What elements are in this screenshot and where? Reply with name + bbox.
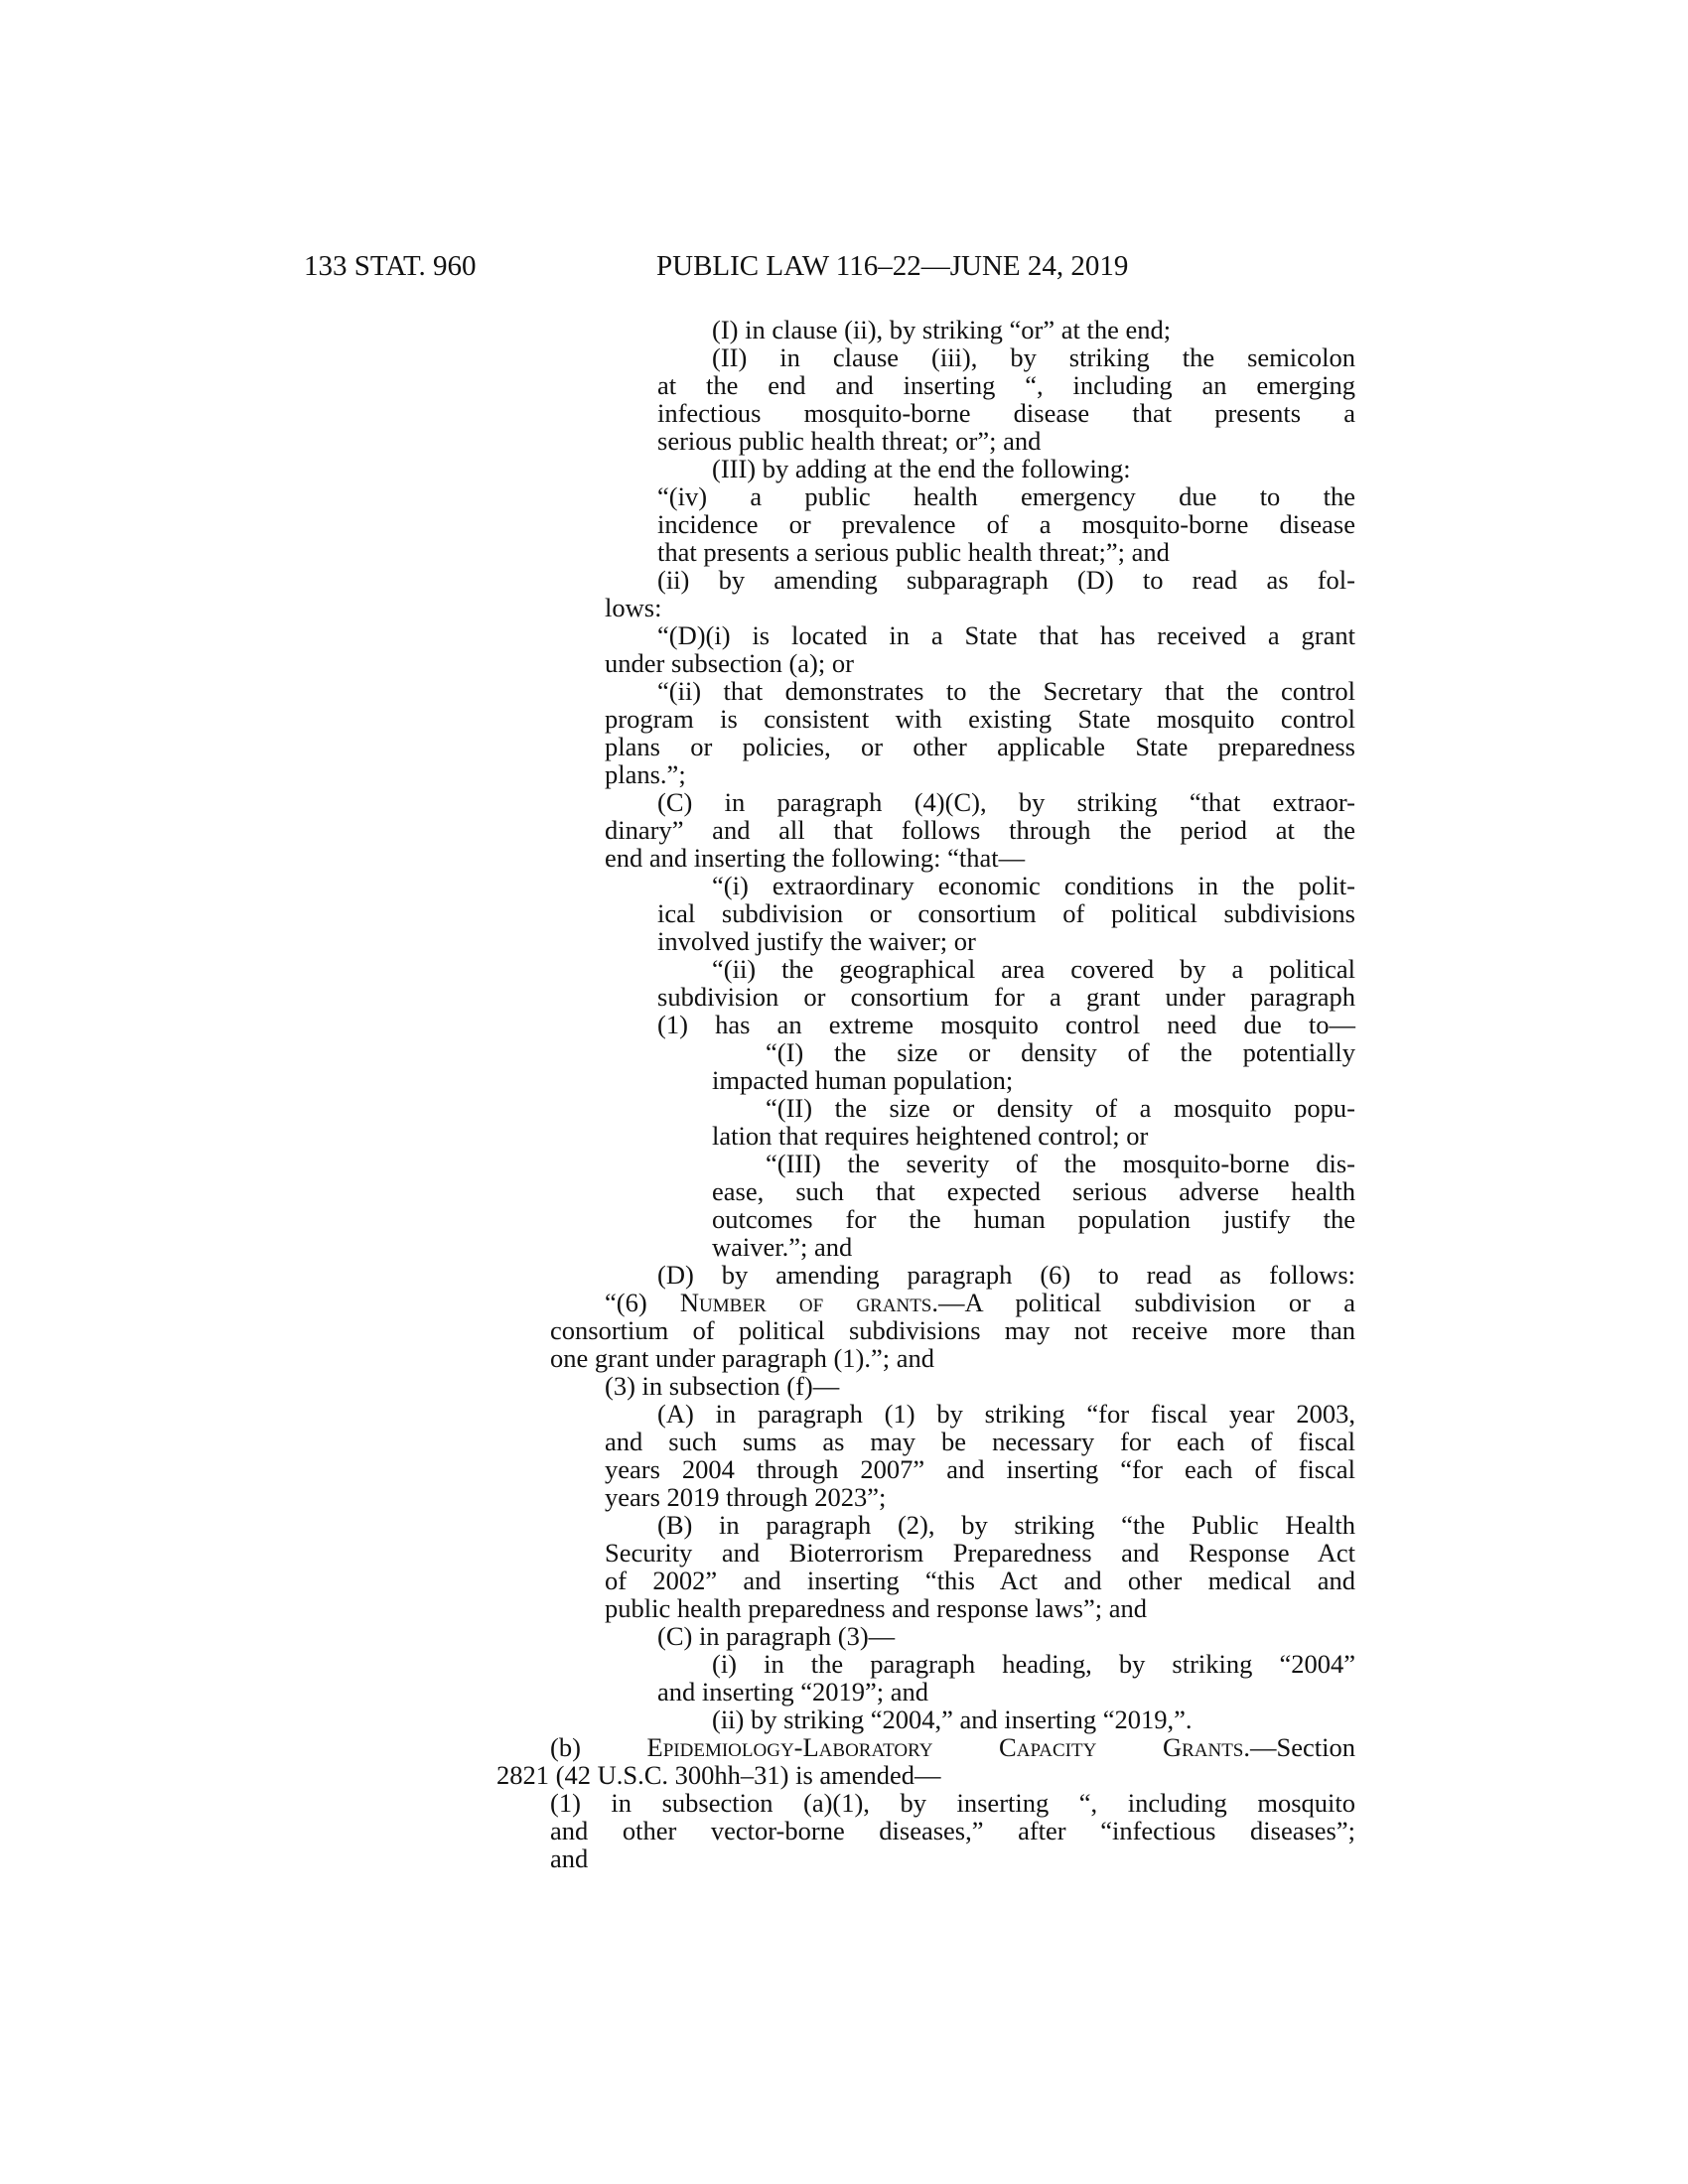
quote-number-prefix: “(6) <box>605 1288 680 1317</box>
text-line: end and inserting the following: “that— <box>605 843 1026 873</box>
text-line: consortium of political subdivisions may not receive more than <box>550 1315 1355 1345</box>
text-line: “(ii) the geographical area covered by a political <box>712 954 1355 984</box>
body-text <box>0 316 1688 1904</box>
text-line: 2821 (42 U.S.C. 300hh–31) is amended— <box>496 1760 941 1790</box>
text-line: (I) in clause (ii), by striking “or” at the end; <box>712 315 1172 344</box>
text-line: (i) in the paragraph heading, by striking “2004” <box>712 1649 1355 1679</box>
text-line: of 2002” and inserting “this Act and other medical and <box>605 1566 1355 1595</box>
section-heading-number-of-grants: Number of grants <box>679 1288 932 1317</box>
text-line: incidence or prevalence of a mosquito-borne disease <box>657 509 1355 539</box>
text-line: “(D)(i) is located in a State that has received a grant <box>657 620 1355 650</box>
text-line: one grant under paragraph (1).”; and <box>550 1343 935 1373</box>
text-line: ical subdivision or consortium of political subdivisions <box>657 898 1355 928</box>
text-line: Security and Bioterrorism Preparedness and Response Act <box>605 1538 1355 1568</box>
text-line: and other vector-borne diseases,” after “infectious diseases”; <box>550 1816 1355 1845</box>
text-line: “(I) the size or density of the potentially <box>766 1037 1355 1067</box>
text-line: program is consistent with existing State mosquito control <box>605 704 1355 734</box>
text-line: (ii) by striking “2004,” and inserting “2019,”. <box>712 1705 1193 1734</box>
text-line: involved justify the waiver; or <box>657 926 976 956</box>
text-line: public health preparedness and response laws”; and <box>605 1593 1148 1623</box>
text-line: and <box>550 1843 589 1873</box>
text-line: “(II) the size or density of a mosquito popu- <box>766 1093 1355 1123</box>
text-line: infectious mosquito-borne disease that presents a <box>657 398 1355 428</box>
public-law-title: PUBLIC LAW 116–22—JUNE 24, 2019 <box>656 250 1129 282</box>
text-line: lation that requires heightened control; or <box>712 1121 1149 1151</box>
text-line <box>605 1289 1355 1316</box>
section-heading-epidemiology-grants: Epidemiology-Laboratory Capacity Grants <box>646 1732 1244 1762</box>
text-line: (B) in paragraph (2), by striking “the Public Health <box>657 1510 1355 1540</box>
text-line: (C) in paragraph (3)— <box>657 1621 896 1651</box>
text-line: (D) by amending paragraph (6) to read as follows: <box>657 1260 1355 1290</box>
text-line-rest: .—A political subdivision or a <box>931 1288 1355 1317</box>
text-line: under subsection (a); or <box>605 648 854 678</box>
page-header <box>0 250 1688 290</box>
text-line: dinary” and all that follows through the period at the <box>605 815 1355 845</box>
text-line: “(i) extraordinary economic conditions in the polit- <box>712 871 1355 900</box>
text-line-rest: .—Section <box>1243 1732 1356 1762</box>
text-line: that presents a serious public health threat;”; and <box>657 537 1170 567</box>
text-line: at the end and inserting “, including an emerging <box>657 370 1355 400</box>
text-line: “(ii) that demonstrates to the Secretary that the control <box>657 676 1355 706</box>
text-line: (ii) by amending subparagraph (D) to read as fol- <box>657 565 1355 595</box>
text-line: (1) has an extreme mosquito control need due to— <box>657 1010 1355 1039</box>
text-line: outcomes for the human population justify the <box>712 1204 1355 1234</box>
text-line: (A) in paragraph (1) by striking “for fiscal year 2003, <box>657 1399 1355 1429</box>
text-line: (1) in subsection (a)(1), by inserting “, including mosquito <box>550 1788 1355 1818</box>
text-line: (3) in subsection (f)— <box>605 1371 840 1401</box>
text-line: subdivision or consortium for a grant under paragraph <box>657 982 1355 1012</box>
text-line: (III) by adding at the end the following: <box>712 454 1131 483</box>
text-line: waiver.”; and <box>712 1232 853 1262</box>
text-line: (C) in paragraph (4)(C), by striking “that extraor- <box>657 787 1355 817</box>
text-line: plans or policies, or other applicable State preparedness <box>605 732 1355 761</box>
text-line: plans.”; <box>605 759 686 789</box>
text-line: lows: <box>605 593 662 622</box>
text-line: and inserting “2019”; and <box>657 1677 929 1706</box>
text-line <box>550 1733 1355 1761</box>
text-line: (II) in clause (iii), by striking the semicolon <box>712 342 1355 372</box>
text-line: serious public health threat; or”; and <box>657 426 1042 456</box>
text-line: impacted human population; <box>712 1065 1014 1095</box>
subsection-label: (b) <box>550 1732 647 1762</box>
text-line: years 2004 through 2007” and inserting “for each of fiscal <box>605 1454 1355 1484</box>
text-line: and such sums as may be necessary for each of fiscal <box>605 1427 1355 1456</box>
text-line: years 2019 through 2023”; <box>605 1482 887 1512</box>
text-line: ease, such that expected serious adverse health <box>712 1176 1355 1206</box>
text-line: “(iv) a public health emergency due to the <box>657 481 1355 511</box>
stat-page-number: 133 STAT. 960 <box>304 250 477 282</box>
text-line: “(III) the severity of the mosquito-borne dis- <box>766 1149 1355 1178</box>
